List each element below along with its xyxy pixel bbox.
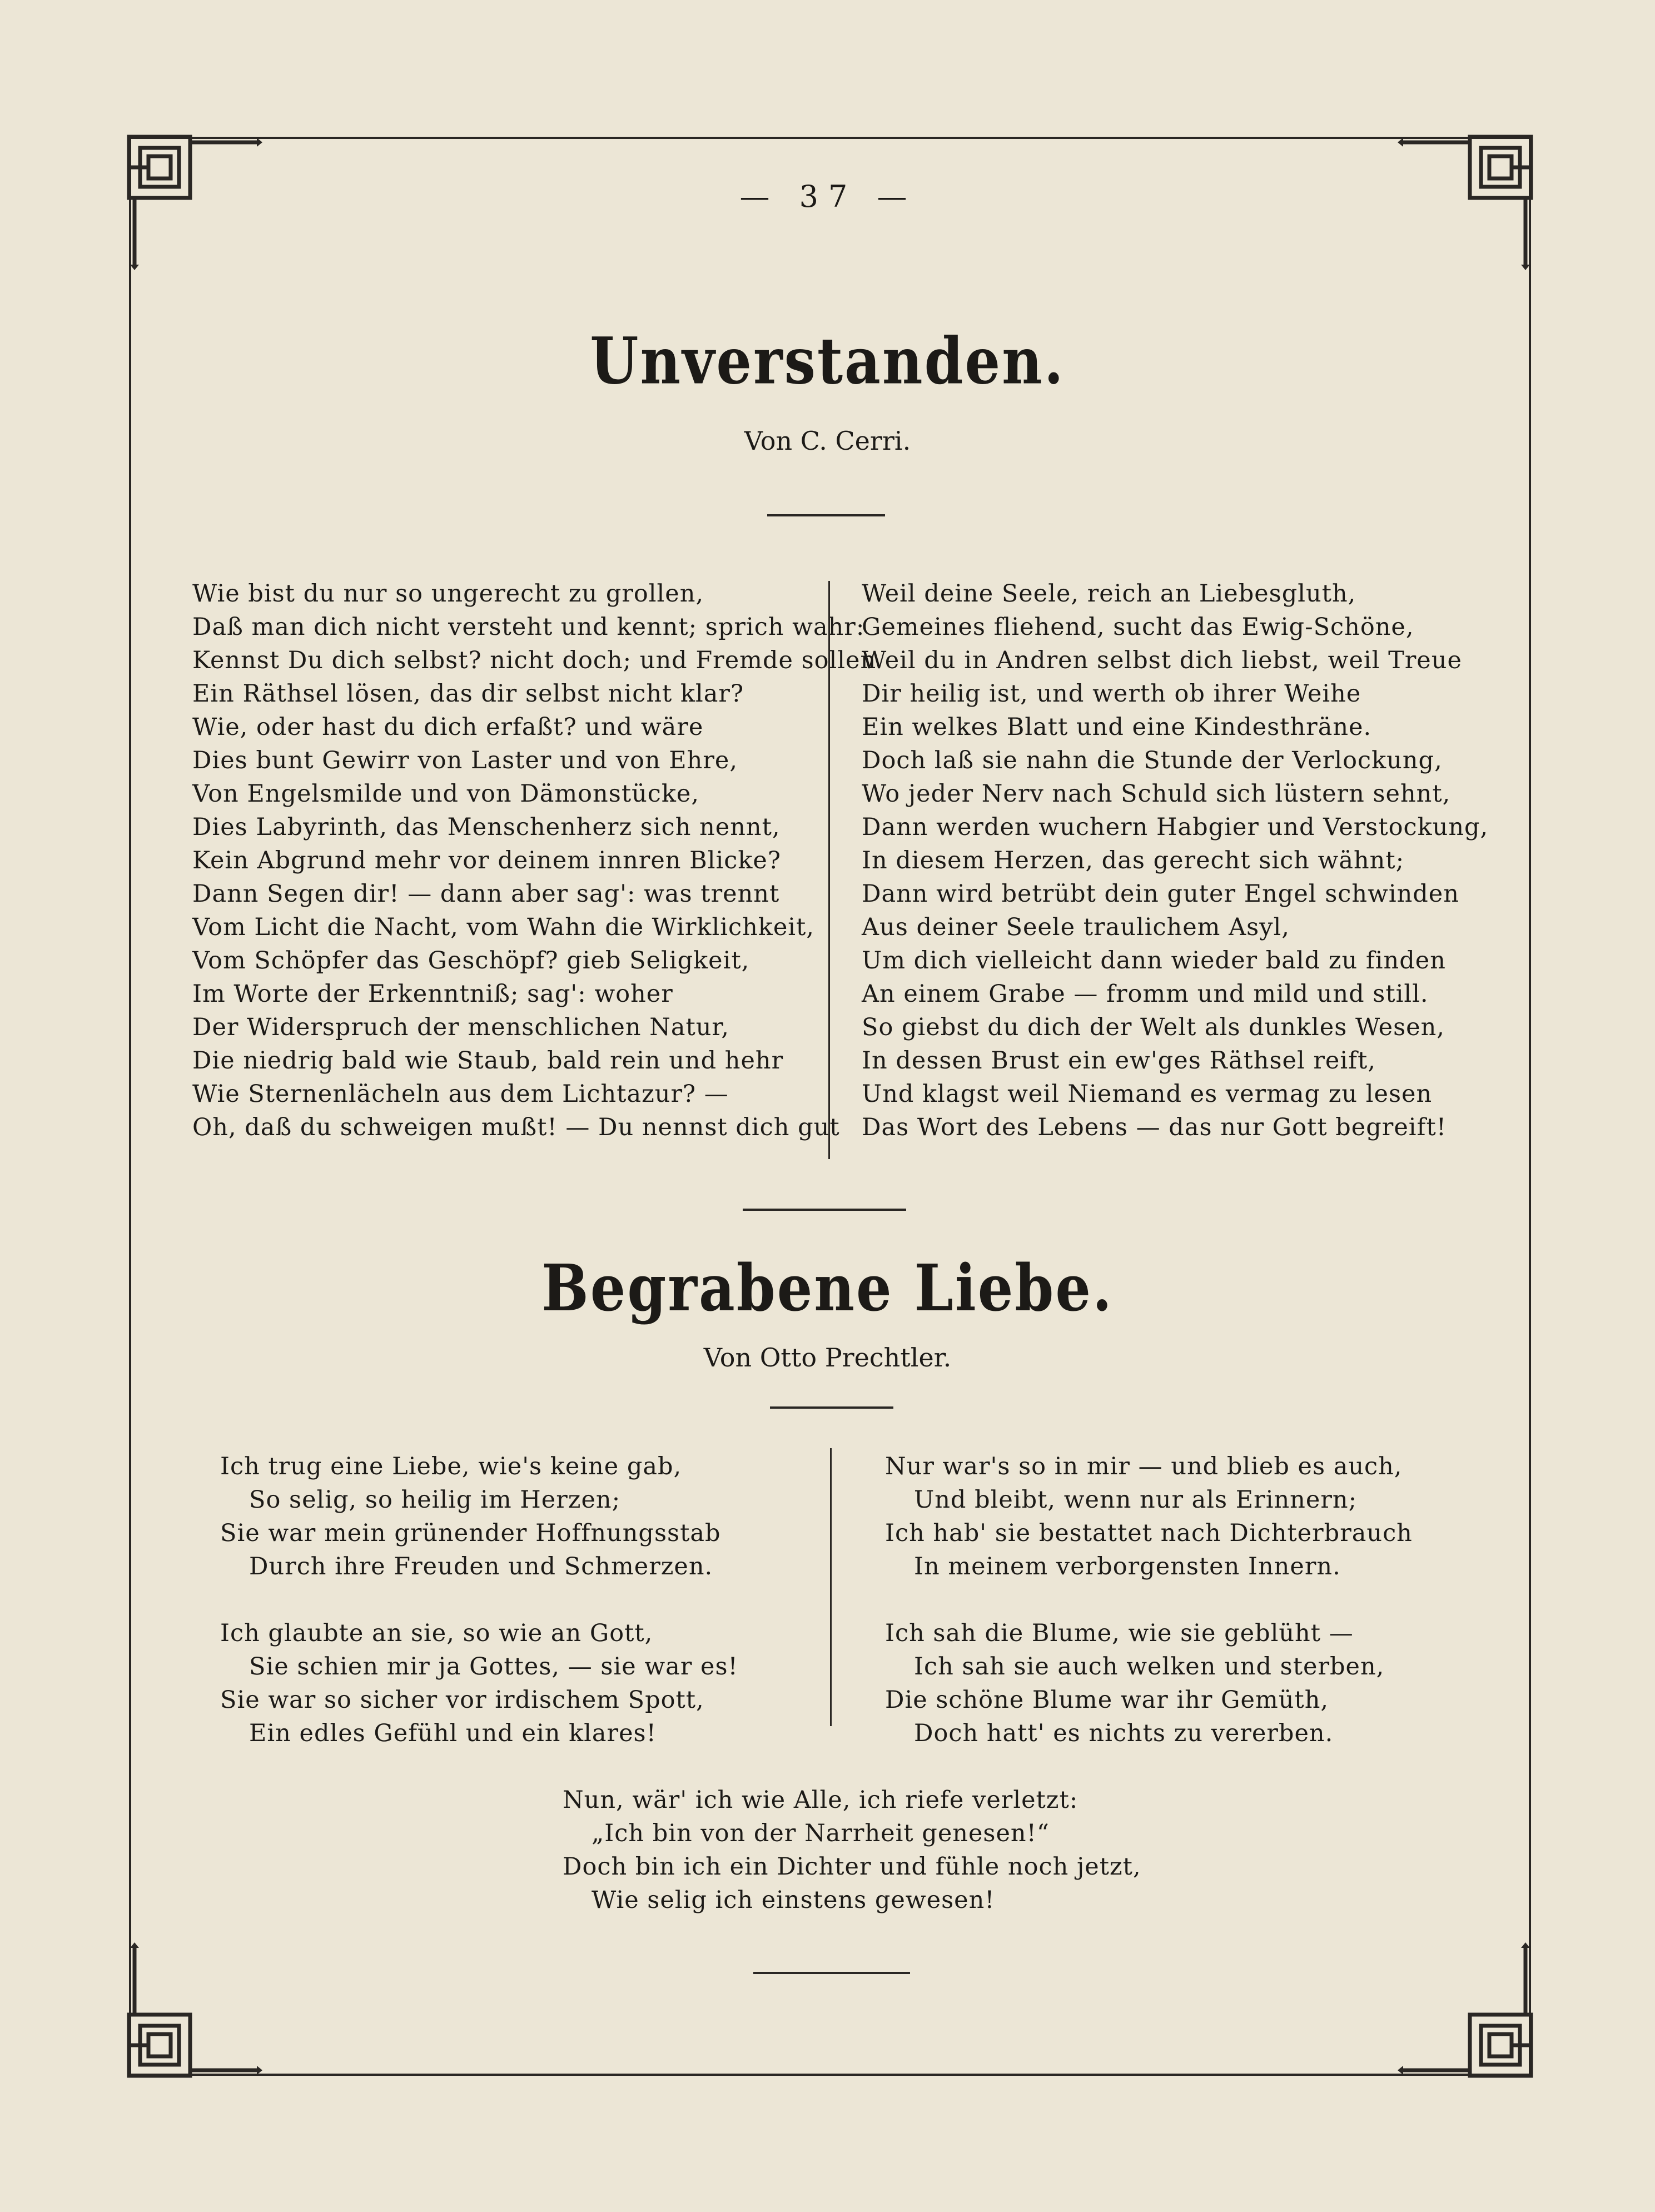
poem-line: Ich trug eine Liebe, wie's keine gab, (220, 1453, 682, 1480)
poem-line: Oh, daß du schweigen mußt! — Du nennst dich gut (192, 1114, 840, 1141)
corner-ornament-bottom-right-icon (1398, 1942, 1537, 2081)
poem-line: Ich glaubte an sie, so wie an Gott, (220, 1619, 653, 1647)
poem-line: Doch hatt' es nichts zu vererben. (914, 1719, 1334, 1747)
poem-line: Durch ihre Freuden und Schmerzen. (249, 1553, 713, 1580)
poem-title: Begrabene Liebe. (541, 1250, 1114, 1326)
poem-line: Ein edles Gefühl und ein klares! (249, 1719, 657, 1747)
poem-line: Wie selig ich einstens gewesen! (592, 1886, 995, 1914)
poem-line: Gemeines fliehend, sucht das Ewig-Schöne, (862, 613, 1414, 641)
poem-line: Dann wird betrübt dein guter Engel schwinden (862, 880, 1459, 908)
poem-line: Doch bin ich ein Dichter und fühle noch jetzt, (563, 1853, 1141, 1881)
poem-line: Wie, oder hast du dich erfaßt? und wäre (192, 713, 704, 741)
poem-column-right (862, 577, 1488, 1144)
poem-line: Um dich vielleicht dann wieder bald zu finden (862, 947, 1446, 975)
poem-line: Sie schien mir ja Gottes, — sie war es! (249, 1653, 738, 1681)
final-stanza (563, 1783, 1141, 1917)
poem-line: Aus deiner Seele traulichem Asyl, (862, 913, 1290, 941)
poem-line: Kein Abgrund mehr vor deinem innren Blicke? (192, 847, 781, 874)
page-number: — 37 — (739, 179, 917, 214)
poem-line: Dies bunt Gewirr von Laster und von Ehre, (192, 747, 738, 774)
poem-line: Dir heilig ist, und werth ob ihrer Weihe (862, 680, 1361, 708)
poem-line: Dann Segen dir! — dann aber sag': was trennt (192, 880, 780, 908)
poem-line: Dies Labyrinth, das Menschenherz sich nennt, (192, 813, 781, 841)
poem-line: Ich hab' sie bestattet nach Dichterbrauch (885, 1519, 1413, 1547)
poem-line: Sie war mein grünender Hoffnungsstab (220, 1519, 721, 1547)
section-rule (767, 514, 885, 516)
section-rule (770, 1406, 893, 1409)
poem-title: Unverstanden. (590, 323, 1065, 399)
poem-line: Wie Sternenlächeln aus dem Lichtazur? — (192, 1080, 729, 1108)
poem-line: Dann werden wuchern Habgier und Verstockung, (862, 813, 1489, 841)
poem-line: Wo jeder Nerv nach Schuld sich lüstern sehnt, (862, 780, 1451, 808)
poem-line: Wie bist du nur so ungerecht zu grollen, (192, 580, 704, 608)
corner-ornament-top-left-icon (123, 131, 262, 270)
column-divider (830, 1448, 832, 1726)
poem-author: Von Otto Prechtler. (703, 1343, 952, 1373)
poem-line: In dessen Brust ein ew'ges Räthsel reift, (862, 1047, 1376, 1075)
poem-line: Die schöne Blume war ihr Gemüth, (885, 1686, 1329, 1714)
end-rule (753, 1972, 910, 1974)
section-rule (743, 1209, 906, 1211)
poem-line: Und klagst weil Niemand es vermag zu lesen (862, 1080, 1433, 1108)
poem-line: Daß man dich nicht versteht und kennt; sprich wahr: (192, 613, 865, 641)
poem-line: Im Worte der Erkenntniß; sag': woher (192, 980, 673, 1008)
stanza (885, 1617, 1384, 1750)
poem-line: Das Wort des Lebens — das nur Gott begreift! (862, 1114, 1447, 1141)
poem-line: Weil du in Andren selbst dich liebst, weil Treue (862, 647, 1462, 674)
poem-line: Doch laß sie nahn die Stunde der Verlockung, (862, 747, 1443, 774)
poem-line: So selig, so heilig im Herzen; (249, 1486, 621, 1514)
poem-line: Ich sah die Blume, wie sie geblüht — (885, 1619, 1354, 1647)
poem-line: Vom Licht die Nacht, vom Wahn die Wirklichkeit, (192, 913, 814, 941)
poem-column-left (192, 577, 876, 1144)
poem-line: Ich sah sie auch welken und sterben, (914, 1653, 1385, 1681)
poem-line: Vom Schöpfer das Geschöpf? gieb Seligkeit, (192, 947, 750, 975)
poem-line: In diesem Herzen, das gerecht sich wähnt; (862, 847, 1405, 874)
poem-line: Und bleibt, wenn nur als Erinnern; (914, 1486, 1358, 1514)
column-divider (828, 581, 830, 1159)
poem-line: „Ich bin von der Narrheit genesen!“ (592, 1820, 1050, 1847)
poem-author: Von C. Cerri. (744, 426, 911, 456)
poem-line: Der Widerspruch der menschlichen Natur, (192, 1013, 729, 1041)
stanza (220, 1617, 738, 1750)
poem-line: Die niedrig bald wie Staub, bald rein und hehr (192, 1047, 784, 1075)
corner-ornament-bottom-left-icon (123, 1942, 262, 2081)
poem-line: In meinem verborgensten Innern. (914, 1553, 1341, 1580)
poem-line: An einem Grabe — fromm und mild und still. (862, 980, 1429, 1008)
poem-line: Ein welkes Blatt und eine Kindesthräne. (862, 713, 1372, 741)
poem-line: Kennst Du dich selbst? nicht doch; und Fremde sollen (192, 647, 877, 674)
corner-ornament-top-right-icon (1398, 131, 1537, 270)
poem-line: So giebst du dich der Welt als dunkles Wesen, (862, 1013, 1445, 1041)
poem-line: Von Engelsmilde und von Dämonstücke, (192, 780, 700, 808)
poem-line: Weil deine Seele, reich an Liebesgluth, (862, 580, 1356, 608)
poem-line: Sie war so sicher vor irdischem Spott, (220, 1686, 704, 1714)
stanza (220, 1450, 721, 1583)
poem-line: Nur war's so in mir — und blieb es auch, (885, 1453, 1403, 1480)
poem-line: Nun, wär' ich wie Alle, ich riefe verletzt: (563, 1786, 1079, 1814)
poem-line: Ein Räthsel lösen, das dir selbst nicht klar? (192, 680, 744, 708)
stanza (885, 1450, 1413, 1583)
